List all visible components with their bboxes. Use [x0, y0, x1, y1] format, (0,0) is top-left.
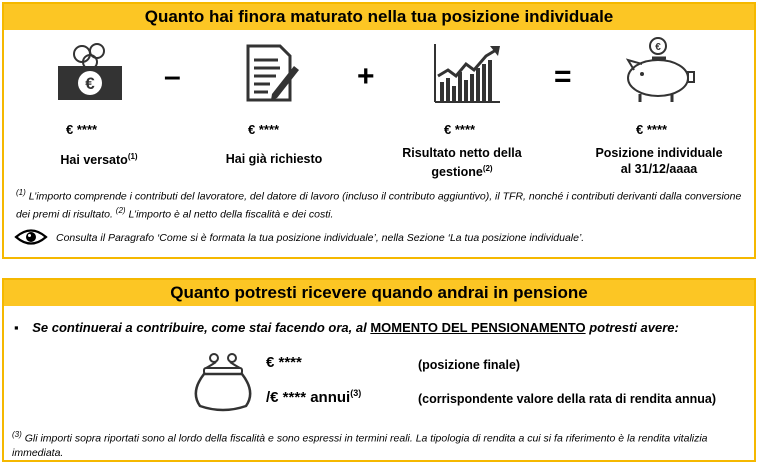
col4-amount: € ****: [636, 122, 668, 137]
col4-label-line1: Posizione individuale: [595, 146, 723, 160]
footnote-3-sup: (3): [12, 430, 22, 439]
pensione-intro: [14, 320, 679, 335]
section-maturato: [2, 2, 756, 259]
consulta-text: Consulta il Paragrafo ‘Come si è formata la tua posizione individuale’, nella Sezione ‘La tua posizione individuale’.: [56, 232, 585, 244]
col1-amount: € ****: [66, 122, 98, 137]
row2-amount: /€ **** annui: [266, 389, 351, 406]
col2-amount: € ****: [248, 122, 280, 137]
footnote-2-text: L’importo è al netto della fiscalità e dei costi.: [128, 208, 334, 220]
col4-label: [584, 145, 734, 177]
row2-desc: (corrispondente valore della rata di rendita annua): [418, 392, 716, 406]
col3-label: [392, 145, 532, 180]
intro-pre: Se continuerai a contribuire, come stai facendo ora, al: [32, 320, 367, 335]
col3-amount: € ****: [444, 122, 476, 137]
equals-operator: =: [554, 60, 572, 93]
intro-emph: MOMENTO DEL PENSIONAMENTO: [370, 320, 586, 335]
col1-label-text: Hai versato: [60, 153, 128, 168]
piggy-bank-icon: [618, 34, 702, 106]
col1-label-sup: (1): [127, 152, 138, 161]
svg-text:€: €: [85, 74, 95, 93]
footnote-3-text: Gli importi sopra riportati sono al lordo della fiscalità e sono espressi in termini reali. La tipologia di rendita a cui si fa riferimento è la rendita vitalizia immediata.: [12, 432, 708, 459]
chart-up-icon: [432, 42, 502, 104]
row1-amount: € ****: [266, 354, 302, 371]
row2-sup: (3): [350, 388, 362, 398]
section-pensione: [2, 278, 756, 462]
intro-post: potresti avere:: [589, 320, 679, 335]
col3-label-line2: gestione: [431, 165, 483, 180]
col2-label-text: Hai già richiesto: [225, 152, 323, 166]
row2-amount-wrap: [266, 388, 361, 406]
eye-icon: [14, 228, 48, 246]
footnote-1-sup: (1): [16, 188, 26, 197]
col4-label-line2: al 31/12/aaaa: [620, 162, 698, 176]
bullet: ▪: [14, 320, 19, 335]
footnote-1-2: [16, 186, 746, 221]
footnote-2-sup: (2): [115, 205, 126, 215]
document-sign-icon: [242, 42, 302, 104]
section-maturato-title: Quanto hai finora maturato nella tua posizione individuale: [4, 4, 754, 30]
row1-desc: (posizione finale): [418, 358, 521, 372]
svg-text:€: €: [655, 42, 661, 53]
purse-icon: [192, 352, 254, 412]
section-pensione-title: Quanto potresti ricevere quando andrai in pensione: [4, 280, 754, 306]
col1-label: [34, 152, 164, 167]
minus-operator: –: [164, 60, 181, 93]
footnote-1-text: L’importo comprende i contributi del lavoratore, del datore di lavoro (incluso il contributo aggiuntivo), il TFR, nonché i contributi derivanti dalla conversione dei premi di risultato.: [16, 190, 742, 220]
plus-operator: +: [357, 60, 375, 93]
col3-label-sup: (2): [482, 164, 493, 173]
col3-label-line1: Risultato netto della: [402, 146, 522, 160]
money-hand-icon: [52, 42, 128, 102]
footnote-3: [12, 428, 752, 460]
col2-label: [209, 152, 339, 166]
